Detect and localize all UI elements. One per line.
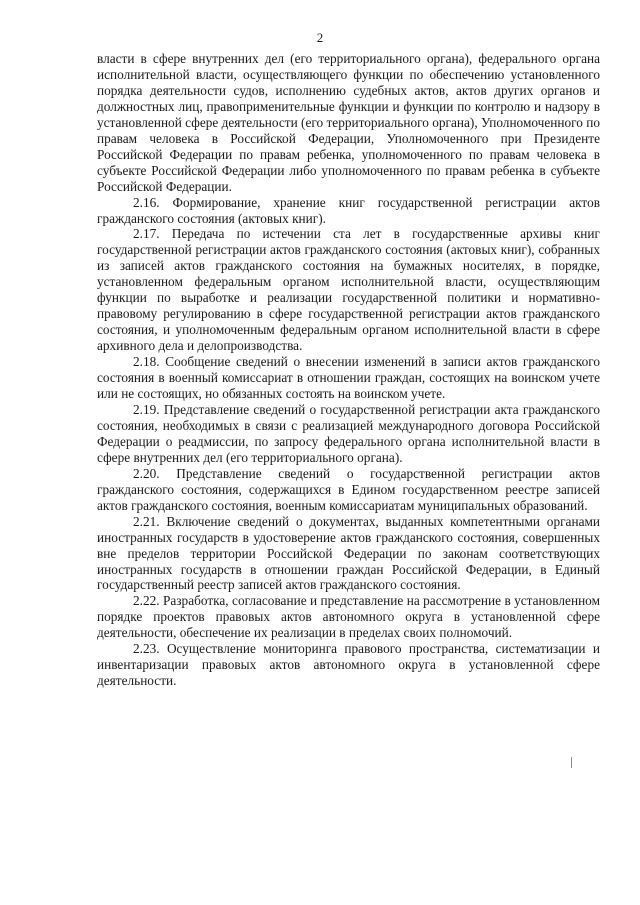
item-text: Осуществление мониторинга правового пространства, систематизации и инвентаризации правовых актов автономного округа в установленной сфере деятельности.: [97, 641, 600, 689]
item-number: 2.19.: [133, 401, 160, 417]
item-text: Представление сведений о государственной регистрации актов гражданского состояния, содержащихся в Едином государственном реестре записей актов гражданского состояния, военным комиссариатам муниципальных образований.: [97, 465, 600, 513]
item-2-19: [97, 402, 600, 466]
item-number: 2.20.: [133, 465, 160, 481]
item-text: Включение сведений о документах, выданных компетентными органами иностранных государств в удостоверение актов гражданского состояния, совершенных вне пределов территории Российской Федерации по законам соответствующих иностранных государств в отношении граждан Российской Федерации, в Единый государственный реестр записей актов гражданского состояния.: [97, 513, 601, 593]
item-2-18: [97, 354, 600, 402]
item-number: 2.17.: [133, 226, 160, 242]
item-text: Представление сведений о государственной регистрации акта гражданского состояния, необходимых в связи с реализацией международного договора Российской Федерации о реадмиссии, по запросу федерального органа исполнительной власти в сфере внутренних дел (его территориального органа).: [97, 401, 600, 465]
item-2-16: [97, 195, 600, 227]
document-body: [97, 51, 600, 689]
item-number: 2.22.: [133, 593, 160, 609]
item-text: Разработка, согласование и представление на рассмотрение в установленном порядке проектов правовых актов автономного округа в установленной сфере деятельности, обеспечение их реализации в пределах своих полномочий.: [97, 593, 600, 641]
scan-mark: [571, 757, 572, 768]
item-text: Формирование, хранение книг государственной регистрации актов гражданского состояния (актовых книг).: [97, 194, 600, 226]
page-number: 2: [316, 30, 324, 45]
item-2-20: [97, 466, 600, 514]
item-2-17: [97, 226, 600, 354]
item-number: 2.18.: [133, 354, 160, 370]
item-number: 2.21.: [133, 513, 160, 529]
item-number: 2.23.: [133, 641, 160, 657]
item-2-23: [97, 641, 600, 689]
item-2-22: [97, 593, 600, 641]
item-2-21: [97, 514, 600, 594]
item-number: 2.16.: [133, 194, 160, 210]
item-text: Передача по истечении ста лет в государственные архивы книг государственной регистрации актов гражданского состояния (актовых книг), собранных из записей актов гражданского состояния на бумажных носителях, в порядке, установленном федеральным органом исполнительной власти, осуществляющим функции по выработке и реализации государственной политики и нормативно-правовому регулированию в сфере государственной регистрации актов гражданского состояния, и уполномоченным федеральным органом исполнительной власти в сфере архивного дела и делопроизводства.: [97, 226, 600, 354]
item-text: Сообщение сведений о внесении изменений в записи актов гражданского состояния в военный комиссариат в отношении граждан, состоящих на воинском учете или не состоящих, но обязанных состоять на воинском учете.: [97, 354, 600, 402]
intro-paragraph: власти в сфере внутренних дел (его территориального органа), федерального органа исполнительной власти, осуществляющего функции по обеспечению установленного порядка деятельности судов, исполнению судебных актов, актов других органов и должностных лиц, правоприменительные функции и функции по контролю и надзору в установленной сфере деятельности (его территориального органа), Уполномоченного по правам человека в Российской Федерации, Уполномоченного при Президенте Российской Федерации по правам ребенка, уполномоченного по правам человека в субъекте Российской Федерации либо уполномоченного по правам ребенка в субъекте Российской Федерации.: [97, 51, 601, 194]
